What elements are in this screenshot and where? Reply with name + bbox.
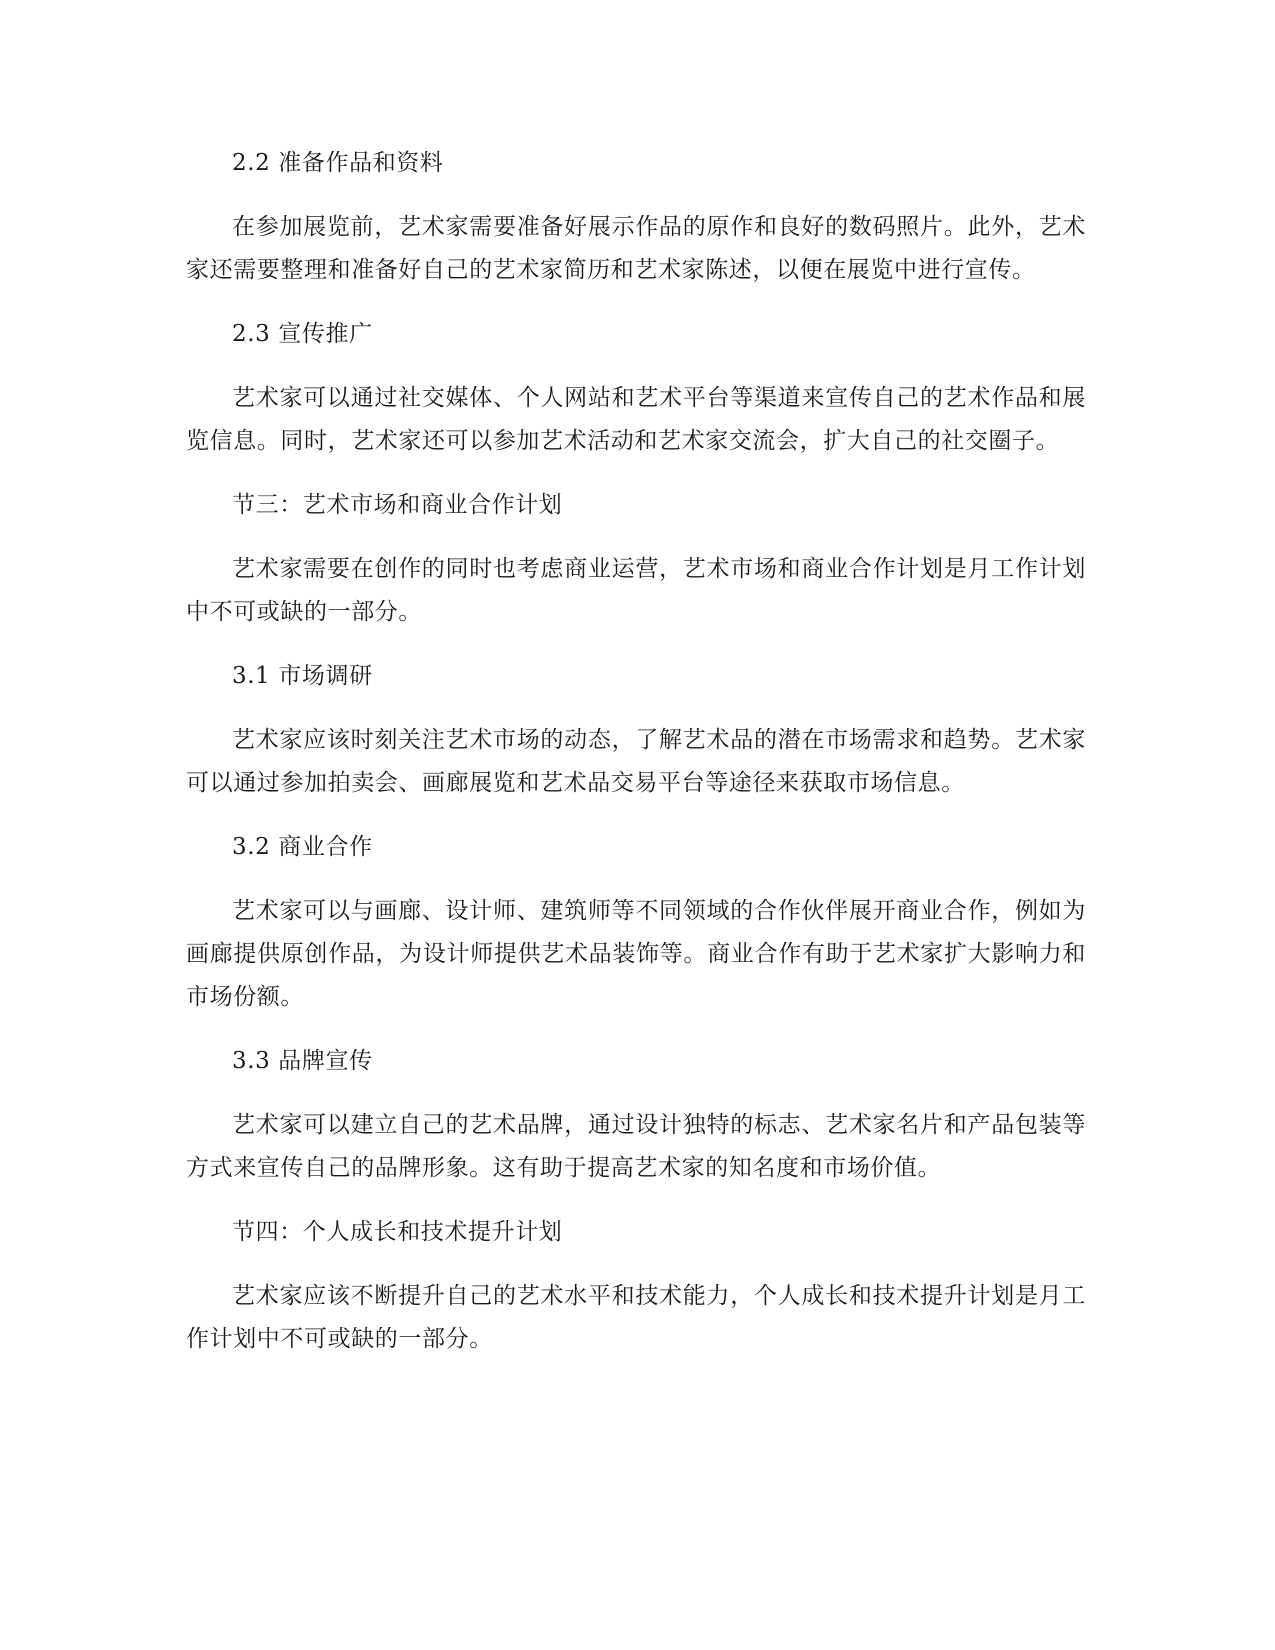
section-heading-3-2: 3.2 商业合作 [232,834,373,860]
section-heading-3-1: 3.1 市场调研 [232,663,373,689]
paragraph-business-cooperation: 艺术家可以与画廊、设计师、建筑师等不同领域的合作伙伴展开商业合作，例如为画廊提供原创作品，为设计师提供艺术品装饰等。商业合作有助于艺术家扩大影响力和市场份额。 [186,898,1086,1010]
section-heading-4: 节四：个人成长和技术提升计划 [232,1219,563,1245]
paragraph-market-research: 艺术家应该时刻关注艺术市场的动态，了解艺术品的潜在市场需求和趋势。艺术家可以通过参加拍卖会、画廊展览和艺术品交易平台等途径来获取市场信息。 [186,727,1086,796]
section-heading-3-3: 3.3 品牌宣传 [232,1048,373,1074]
section-heading-3: 节三：艺术市场和商业合作计划 [232,492,563,518]
paragraph-market-intro: 艺术家需要在创作的同时也考虑商业运营，艺术市场和商业合作计划是月工作计划中不可或缺的一部分。 [186,556,1086,625]
paragraph-promotion: 艺术家可以通过社交媒体、个人网站和艺术平台等渠道来宣传自己的艺术作品和展览信息。同时，艺术家还可以参加艺术活动和艺术家交流会，扩大自己的社交圈子。 [186,385,1086,454]
paragraph-prepare-works: 在参加展览前，艺术家需要准备好展示作品的原作和良好的数码照片。此外，艺术家还需要整理和准备好自己的艺术家简历和艺术家陈述，以便在展览中进行宣传。 [186,214,1086,283]
section-heading-2-3: 2.3 宣传推广 [232,321,373,347]
paragraph-brand-promotion: 艺术家可以建立自己的艺术品牌，通过设计独特的标志、艺术家名片和产品包装等方式来宣传自己的品牌形象。这有助于提高艺术家的知名度和市场价值。 [186,1112,1086,1181]
section-heading-2-2: 2.2 准备作品和资料 [232,150,444,176]
document-body [186,142,1086,1382]
paragraph-personal-growth: 艺术家应该不断提升自己的艺术水平和技术能力，个人成长和技术提升计划是月工作计划中不可或缺的一部分。 [186,1283,1086,1352]
